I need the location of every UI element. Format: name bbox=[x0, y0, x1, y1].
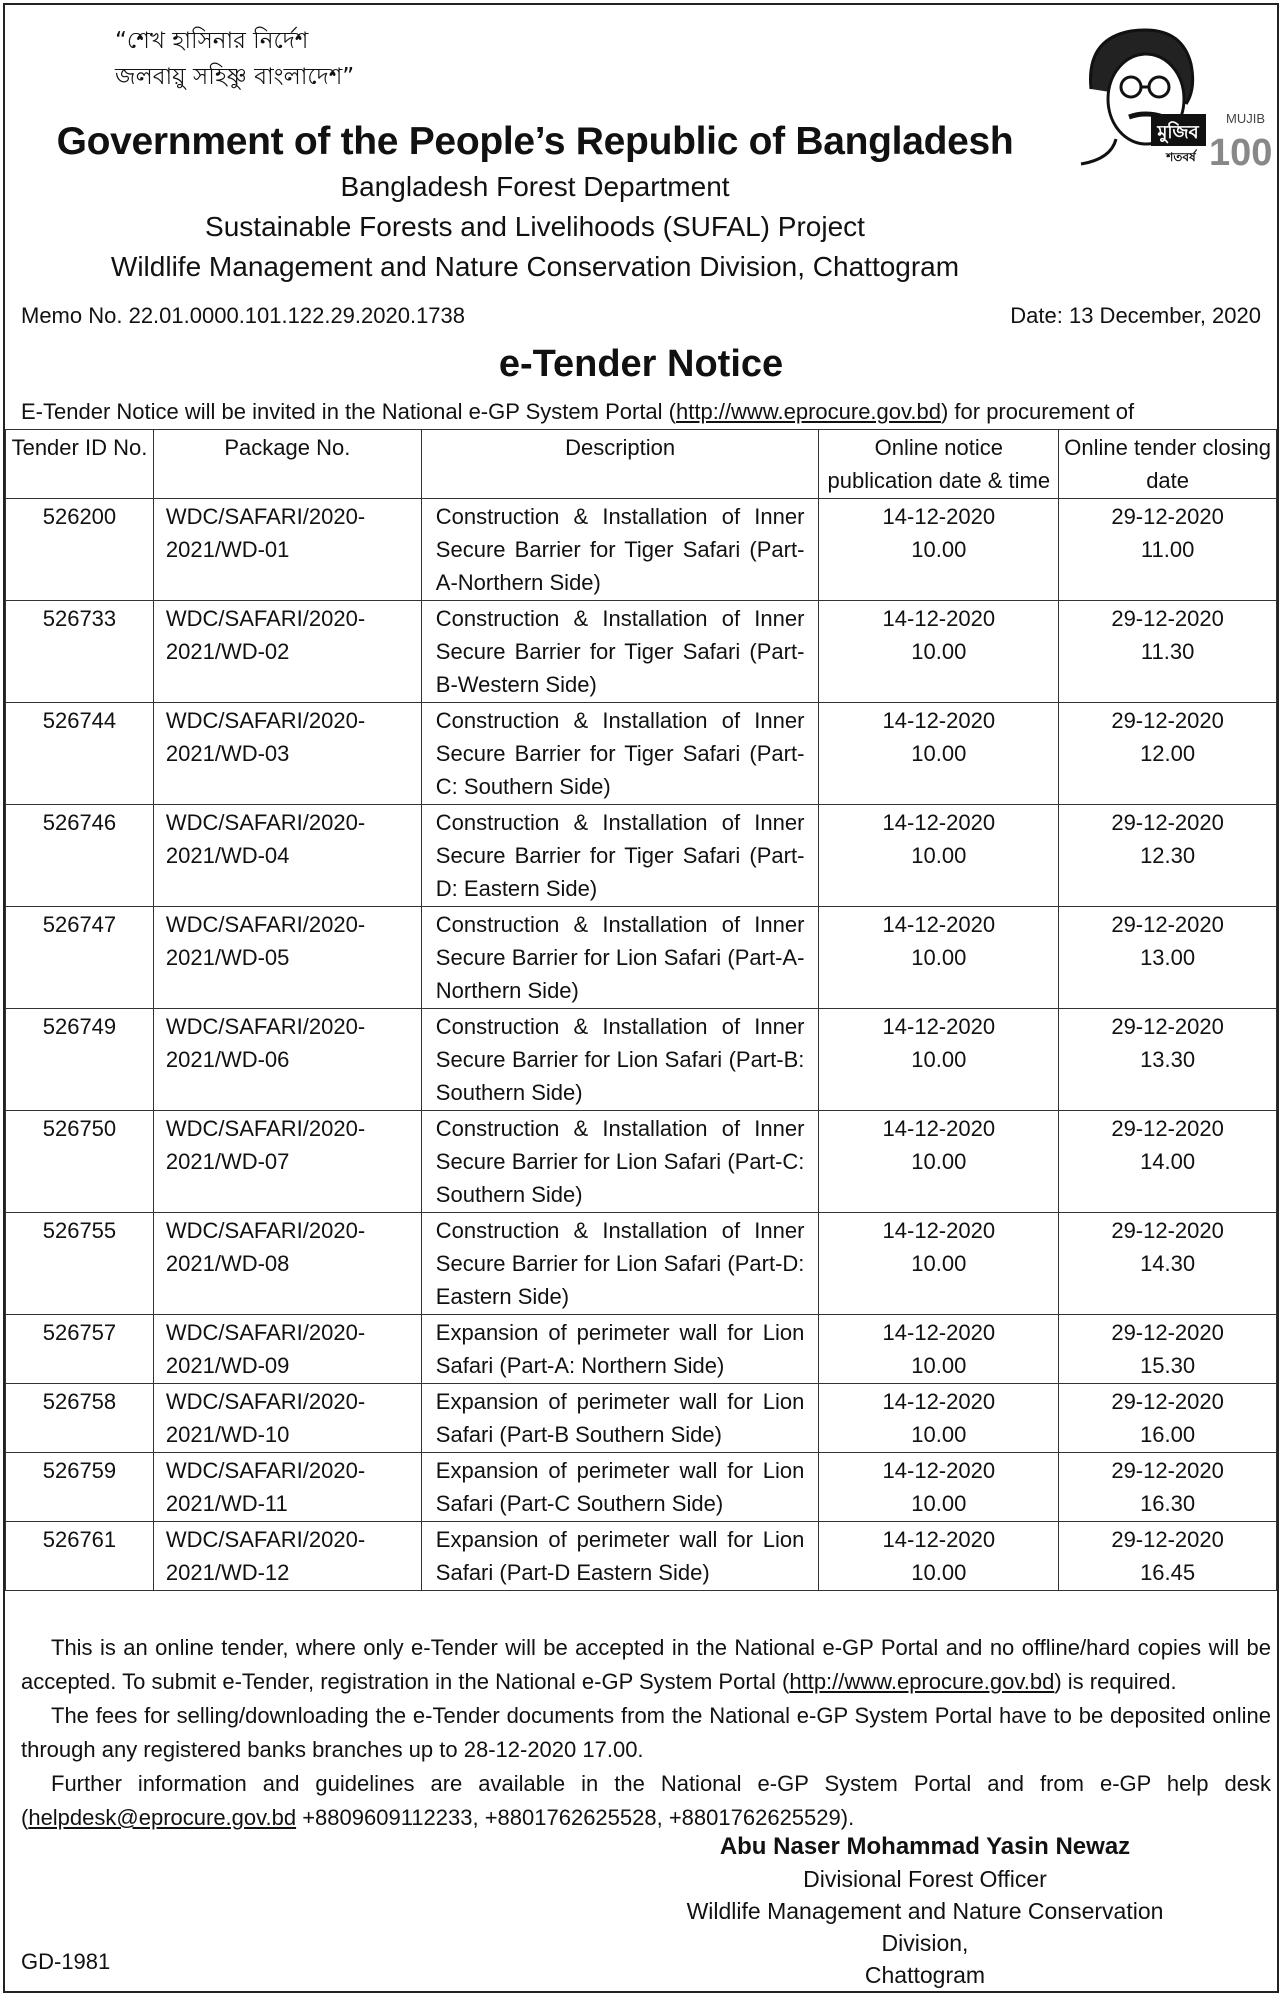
col-header-description: Description bbox=[421, 430, 819, 499]
closing-date: 29-12-2020 bbox=[1111, 810, 1224, 835]
publication-date: 14-12-2020 bbox=[882, 606, 996, 631]
tender-id-cell bbox=[6, 1384, 154, 1453]
motto bbox=[115, 23, 354, 95]
description: Construction & Installation of Inner Secure Barrier for Lion Safari (Part-B: Southern Side) bbox=[435, 1014, 805, 1105]
tender-id: 526733 bbox=[42, 606, 117, 631]
emblem-bn-sub: শতবর্ষ bbox=[1166, 150, 1196, 164]
closing-date: 29-12-2020 bbox=[1111, 1458, 1224, 1483]
table-row bbox=[6, 1453, 1277, 1522]
publication-date: 14-12-2020 bbox=[882, 1116, 996, 1141]
signature-block bbox=[645, 1831, 1205, 1991]
intro-text bbox=[21, 399, 1134, 425]
memo-number: Memo No. 22.01.0000.101.122.29.2020.1738 bbox=[21, 303, 466, 328]
publication-date: 14-12-2020 bbox=[882, 1320, 996, 1345]
p1-before: This is an online tender, where only e-Tender will be accepted in the National e-GP Portal and no offline/hard copies will be accepted. To submit e-Tender, registration in the National e-GP System Portal ( bbox=[21, 1635, 1271, 1694]
intro-before: E-Tender Notice will be invited in the National e-GP System Portal ( bbox=[21, 399, 676, 424]
closing-date: 29-12-2020 bbox=[1111, 606, 1224, 631]
package-no: WDC/SAFARI/2020-2021/WD-04 bbox=[165, 810, 366, 868]
tender-id: 526761 bbox=[42, 1527, 117, 1552]
emblem-bn-text: মুজিব bbox=[1157, 122, 1199, 143]
closing-cell bbox=[1059, 1522, 1277, 1591]
paragraph-further-info bbox=[21, 1767, 1271, 1835]
publication-cell bbox=[819, 1315, 1059, 1384]
tender-id: 526749 bbox=[42, 1014, 117, 1039]
letterhead bbox=[5, 117, 1065, 287]
publication-date: 14-12-2020 bbox=[882, 912, 996, 937]
package-no: WDC/SAFARI/2020-2021/WD-06 bbox=[165, 1014, 366, 1072]
col-header-publication-date: Online notice publication date & time bbox=[819, 430, 1059, 499]
description: Expansion of perimeter wall for Lion Safari (Part-B Southern Side) bbox=[435, 1389, 805, 1447]
signatory-name: Abu Naser Mohammad Yasin Newaz bbox=[719, 1833, 1131, 1860]
table-row bbox=[6, 499, 1277, 601]
publication-time: 10.00 bbox=[911, 945, 967, 970]
publication-time: 10.00 bbox=[911, 1251, 967, 1276]
table-row bbox=[6, 1009, 1277, 1111]
description-cell bbox=[421, 1453, 819, 1522]
tender-id-cell bbox=[6, 703, 154, 805]
closing-date: 29-12-2020 bbox=[1111, 1320, 1224, 1345]
closing-cell bbox=[1059, 1213, 1277, 1315]
tender-id-cell bbox=[6, 907, 154, 1009]
closing-time: 16.00 bbox=[1140, 1422, 1196, 1447]
table-row bbox=[6, 907, 1277, 1009]
package-no: WDC/SAFARI/2020-2021/WD-11 bbox=[165, 1458, 366, 1516]
publication-time: 10.00 bbox=[911, 1560, 967, 1585]
motto-line-2: জলবায়ু সহিষ্ণু বাংলাদেশ” bbox=[115, 64, 355, 90]
closing-time: 13.00 bbox=[1140, 945, 1196, 970]
closing-cell bbox=[1059, 1315, 1277, 1384]
mujib-100-emblem bbox=[1071, 19, 1271, 169]
closing-cell bbox=[1059, 1453, 1277, 1522]
table-row bbox=[6, 601, 1277, 703]
department-name: Bangladesh Forest Department bbox=[340, 171, 730, 202]
emblem-number: 100 bbox=[1209, 132, 1271, 169]
table-header-row bbox=[6, 430, 1277, 499]
tender-id: 526755 bbox=[42, 1218, 117, 1243]
package-no-cell bbox=[153, 1384, 421, 1453]
closing-cell bbox=[1059, 703, 1277, 805]
closing-cell bbox=[1059, 805, 1277, 907]
closing-date: 29-12-2020 bbox=[1111, 1527, 1224, 1552]
tender-id-cell bbox=[6, 1522, 154, 1591]
tender-id-cell bbox=[6, 1453, 154, 1522]
tender-table bbox=[5, 429, 1277, 1591]
notice-date: Date: 13 December, 2020 bbox=[1010, 303, 1261, 328]
closing-cell bbox=[1059, 1384, 1277, 1453]
description: Construction & Installation of Inner Secure Barrier for Lion Safari (Part-D: Eastern Side) bbox=[435, 1218, 805, 1309]
closing-cell bbox=[1059, 1009, 1277, 1111]
description: Construction & Installation of Inner Secure Barrier for Lion Safari (Part-A-Northern Side) bbox=[435, 912, 805, 1003]
description-cell bbox=[421, 499, 819, 601]
publication-time: 10.00 bbox=[911, 741, 967, 766]
emblem-en-text: MUJIB bbox=[1226, 111, 1265, 126]
tender-id: 526757 bbox=[42, 1320, 117, 1345]
closing-time: 16.45 bbox=[1140, 1560, 1196, 1585]
package-no-cell bbox=[153, 1009, 421, 1111]
package-no-cell bbox=[153, 1111, 421, 1213]
closing-time: 12.30 bbox=[1140, 843, 1196, 868]
closing-date: 29-12-2020 bbox=[1111, 708, 1224, 733]
publication-date: 14-12-2020 bbox=[882, 1218, 996, 1243]
project-name: Sustainable Forests and Livelihoods (SUFAL) Project bbox=[205, 211, 865, 242]
table-row bbox=[6, 1111, 1277, 1213]
closing-cell bbox=[1059, 907, 1277, 1009]
package-no: WDC/SAFARI/2020-2021/WD-08 bbox=[165, 1218, 366, 1276]
closing-date: 29-12-2020 bbox=[1111, 912, 1224, 937]
col-header-closing-date: Online tender closing date bbox=[1059, 430, 1277, 499]
publication-date: 14-12-2020 bbox=[882, 1014, 996, 1039]
p1-after: ) is required. bbox=[1054, 1669, 1177, 1694]
publication-cell bbox=[819, 601, 1059, 703]
tender-id: 526758 bbox=[42, 1389, 117, 1414]
closing-date: 29-12-2020 bbox=[1111, 1116, 1224, 1141]
closing-time: 11.00 bbox=[1140, 537, 1195, 562]
package-no-cell bbox=[153, 1213, 421, 1315]
table-row bbox=[6, 703, 1277, 805]
tender-id-cell bbox=[6, 1009, 154, 1111]
tender-id: 526747 bbox=[42, 912, 117, 937]
helpdesk-email-link[interactable]: helpdesk@eprocure.gov.bd bbox=[28, 1805, 297, 1830]
signatory-office-line-2: Chattogram bbox=[864, 1962, 986, 1988]
closing-time: 11.30 bbox=[1140, 639, 1195, 664]
p3-before: Further information and guidelines are available in the National e-GP System Portal and from e-GP help desk ( bbox=[21, 1771, 1271, 1830]
closing-date: 29-12-2020 bbox=[1111, 1218, 1224, 1243]
tender-id: 526746 bbox=[42, 810, 117, 835]
description: Construction & Installation of Inner Secure Barrier for Tiger Safari (Part-B-Western Side) bbox=[435, 606, 805, 697]
tender-id-cell bbox=[6, 1111, 154, 1213]
signatory-designation: Divisional Forest Officer bbox=[803, 1866, 1047, 1892]
closing-time: 13.30 bbox=[1140, 1047, 1196, 1072]
intro-after: ) for procurement of bbox=[940, 399, 1135, 424]
publication-time: 10.00 bbox=[911, 537, 967, 562]
tender-id: 526759 bbox=[42, 1458, 117, 1483]
package-no: WDC/SAFARI/2020-2021/WD-05 bbox=[165, 912, 366, 970]
package-no: WDC/SAFARI/2020-2021/WD-12 bbox=[165, 1527, 366, 1585]
publication-cell bbox=[819, 499, 1059, 601]
description-cell bbox=[421, 601, 819, 703]
publication-cell bbox=[819, 805, 1059, 907]
package-no-cell bbox=[153, 601, 421, 703]
package-no-cell bbox=[153, 1522, 421, 1591]
publication-date: 14-12-2020 bbox=[882, 1527, 996, 1552]
closing-cell bbox=[1059, 499, 1277, 601]
p3-after: +8809609112233, +8801762625528, +8801762625529). bbox=[296, 1805, 855, 1830]
package-no-cell bbox=[153, 703, 421, 805]
description: Construction & Installation of Inner Secure Barrier for Tiger Safari (Part-A-Northern Side) bbox=[435, 504, 805, 595]
table-row bbox=[6, 1315, 1277, 1384]
closing-time: 14.30 bbox=[1140, 1251, 1196, 1276]
division-name: Wildlife Management and Nature Conservation Division, Chattogram bbox=[110, 251, 960, 282]
package-no: WDC/SAFARI/2020-2021/WD-09 bbox=[165, 1320, 366, 1378]
closing-time: 14.00 bbox=[1140, 1149, 1196, 1174]
col-header-tender-id: Tender ID No. bbox=[6, 430, 154, 499]
description-cell bbox=[421, 1213, 819, 1315]
closing-date: 29-12-2020 bbox=[1111, 1014, 1224, 1039]
package-no: WDC/SAFARI/2020-2021/WD-02 bbox=[165, 606, 366, 664]
tender-id-cell bbox=[6, 1315, 154, 1384]
package-no-cell bbox=[153, 499, 421, 601]
closing-time: 15.30 bbox=[1140, 1353, 1196, 1378]
publication-date: 14-12-2020 bbox=[882, 1458, 996, 1483]
tender-id-cell bbox=[6, 805, 154, 907]
gd-number: GD-1981 bbox=[21, 1949, 111, 1974]
package-no: WDC/SAFARI/2020-2021/WD-07 bbox=[165, 1116, 366, 1174]
description-cell bbox=[421, 1384, 819, 1453]
tender-table-body bbox=[6, 499, 1277, 1591]
closing-date: 29-12-2020 bbox=[1111, 1389, 1224, 1414]
publication-date: 14-12-2020 bbox=[882, 504, 996, 529]
table-row bbox=[6, 1384, 1277, 1453]
closing-cell bbox=[1059, 1111, 1277, 1213]
package-no-cell bbox=[153, 1315, 421, 1384]
description: Expansion of perimeter wall for Lion Safari (Part-D Eastern Side) bbox=[435, 1527, 805, 1585]
tender-id: 526744 bbox=[42, 708, 117, 733]
tender-id-cell bbox=[6, 499, 154, 601]
description: Expansion of perimeter wall for Lion Safari (Part-C Southern Side) bbox=[435, 1458, 805, 1516]
description: Construction & Installation of Inner Secure Barrier for Lion Safari (Part-C: Southern Side) bbox=[435, 1116, 805, 1207]
publication-date: 14-12-2020 bbox=[882, 708, 996, 733]
package-no-cell bbox=[153, 1453, 421, 1522]
package-no-cell bbox=[153, 907, 421, 1009]
publication-time: 10.00 bbox=[911, 1491, 967, 1516]
tender-id-cell bbox=[6, 1213, 154, 1315]
eprocure-link[interactable]: http://www.eprocure.gov.bd bbox=[676, 399, 941, 424]
closing-time: 16.30 bbox=[1140, 1491, 1196, 1516]
closing-time: 12.00 bbox=[1140, 741, 1196, 766]
description-cell bbox=[421, 1315, 819, 1384]
publication-cell bbox=[819, 1522, 1059, 1591]
publication-time: 10.00 bbox=[911, 843, 967, 868]
description: Expansion of perimeter wall for Lion Safari (Part-A: Northern Side) bbox=[435, 1320, 805, 1378]
publication-cell bbox=[819, 703, 1059, 805]
publication-date: 14-12-2020 bbox=[882, 810, 996, 835]
signatory-office-line-1: Wildlife Management and Nature Conservation Division, bbox=[686, 1898, 1164, 1956]
package-no: WDC/SAFARI/2020-2021/WD-03 bbox=[165, 708, 366, 766]
publication-cell bbox=[819, 1384, 1059, 1453]
publication-time: 10.00 bbox=[911, 1422, 967, 1447]
publication-cell bbox=[819, 907, 1059, 1009]
publication-cell bbox=[819, 1111, 1059, 1213]
motto-line-1: “শেখ হাসিনার নির্দেশ bbox=[115, 28, 309, 54]
description: Construction & Installation of Inner Secure Barrier for Tiger Safari (Part-C: Southern Side) bbox=[435, 708, 805, 799]
publication-time: 10.00 bbox=[911, 1047, 967, 1072]
description-cell bbox=[421, 805, 819, 907]
notice-title: e-Tender Notice bbox=[498, 343, 784, 385]
closing-date: 29-12-2020 bbox=[1111, 504, 1224, 529]
memo-row bbox=[21, 303, 1261, 329]
tender-notice-page bbox=[3, 3, 1279, 1993]
package-no: WDC/SAFARI/2020-2021/WD-01 bbox=[165, 504, 366, 562]
description-cell bbox=[421, 1522, 819, 1591]
description-cell bbox=[421, 907, 819, 1009]
publication-cell bbox=[819, 1009, 1059, 1111]
government-title: Government of the People’s Republic of Bangladesh bbox=[56, 120, 1014, 163]
tender-id-cell bbox=[6, 601, 154, 703]
package-no-cell bbox=[153, 805, 421, 907]
description: Construction & Installation of Inner Secure Barrier for Tiger Safari (Part-D: Eastern Side) bbox=[435, 810, 805, 901]
description-cell bbox=[421, 703, 819, 805]
publication-time: 10.00 bbox=[911, 1353, 967, 1378]
table-row bbox=[6, 1213, 1277, 1315]
closing-cell bbox=[1059, 601, 1277, 703]
tender-id: 526200 bbox=[42, 504, 117, 529]
publication-cell bbox=[819, 1453, 1059, 1522]
publication-time: 10.00 bbox=[911, 639, 967, 664]
table-row bbox=[6, 805, 1277, 907]
col-header-package-no: Package No. bbox=[153, 430, 421, 499]
description-cell bbox=[421, 1111, 819, 1213]
paragraph-online-tender bbox=[21, 1631, 1271, 1699]
description-cell bbox=[421, 1009, 819, 1111]
table-row bbox=[6, 1522, 1277, 1591]
publication-cell bbox=[819, 1213, 1059, 1315]
paragraph-fees: The fees for selling/downloading the e-Tender documents from the National e-GP System Portal have to be deposited online through any registered banks branches up to 28-12-2020 17.00. bbox=[21, 1703, 1271, 1762]
tender-id: 526750 bbox=[42, 1116, 117, 1141]
publication-date: 14-12-2020 bbox=[882, 1389, 996, 1414]
publication-time: 10.00 bbox=[911, 1149, 967, 1174]
eprocure-link-2[interactable]: http://www.eprocure.gov.bd bbox=[789, 1669, 1055, 1694]
package-no: WDC/SAFARI/2020-2021/WD-10 bbox=[165, 1389, 366, 1447]
